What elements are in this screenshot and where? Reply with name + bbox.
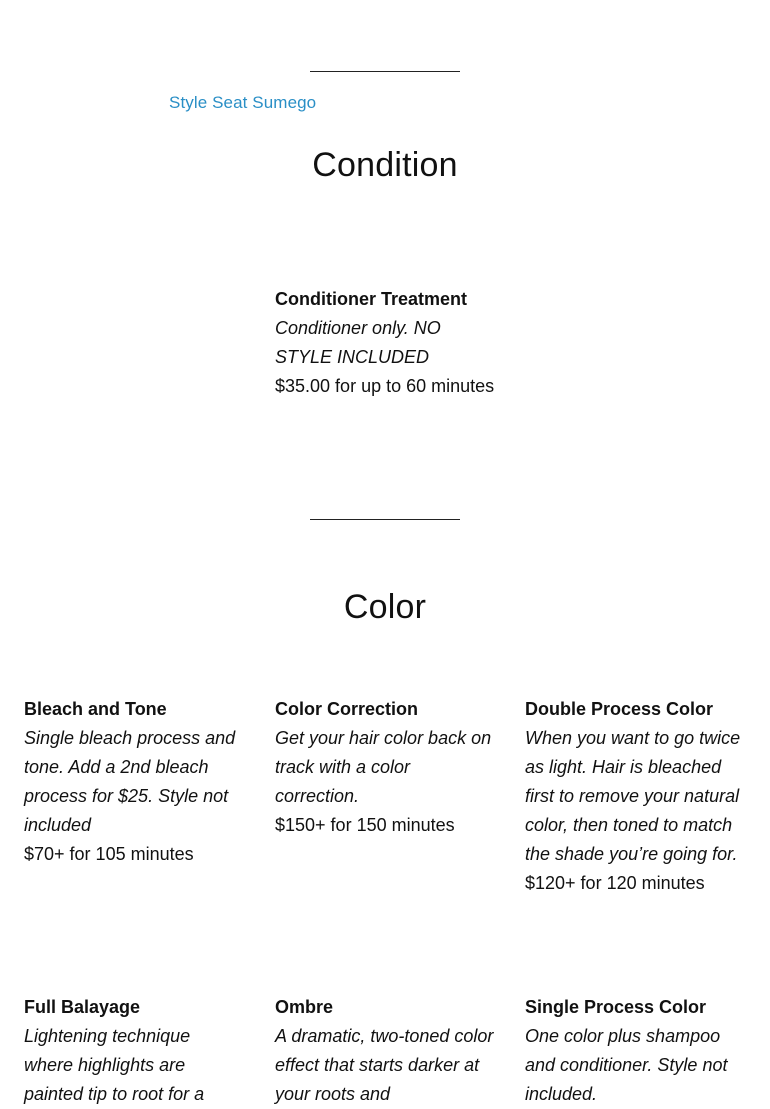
service-name: Double Process Color (525, 699, 714, 719)
section-title-condition: Condition (312, 146, 458, 184)
service-name: Bleach and Tone (24, 699, 167, 719)
service-price: $120+ for 120 minutes (525, 873, 705, 893)
service-price: $35.00 for up to 60 minutes (275, 376, 495, 396)
style-seat-link[interactable]: Style Seat Sumego (169, 93, 317, 112)
service-description: When you want to go twice as light. Hair is bleached first to remove your natural color, then toned to match the shade you’re going for. (525, 728, 741, 864)
service-name: Full Balayage (24, 997, 141, 1017)
service-description: A dramatic, two-toned color effect that starts darker at your roots and (275, 1026, 494, 1104)
service-description: Lightening technique where highlights are painted tip to root for a (24, 1026, 205, 1104)
service-single-process-color (525, 993, 753, 1109)
service-name: Ombre (275, 997, 334, 1017)
service-name: Color Correction (275, 699, 419, 719)
service-name: Conditioner Treatment (275, 289, 468, 309)
service-conditioner-treatment (275, 285, 501, 401)
service-name: Single Process Color (525, 997, 707, 1017)
section-title-color: Color (343, 588, 427, 626)
service-full-balayage (24, 993, 236, 1109)
service-description: One color plus shampoo and conditioner. Style not included. (525, 1026, 728, 1104)
service-double-process-color (525, 695, 753, 898)
service-price: $70+ for 105 minutes (24, 844, 194, 864)
service-price: $150+ for 150 minutes (275, 815, 455, 835)
service-bleach-and-tone (24, 695, 244, 869)
service-description: Get your hair color back on track with a color correction. (275, 728, 492, 806)
section-divider (310, 519, 460, 520)
service-description: Single bleach process and tone. Add a 2nd bleach process for $25. Style not included (24, 728, 236, 835)
service-color-correction (275, 695, 497, 840)
service-description: Conditioner only. NO STYLE INCLUDED (275, 318, 441, 367)
section-divider (310, 71, 460, 72)
service-ombre (275, 993, 497, 1109)
